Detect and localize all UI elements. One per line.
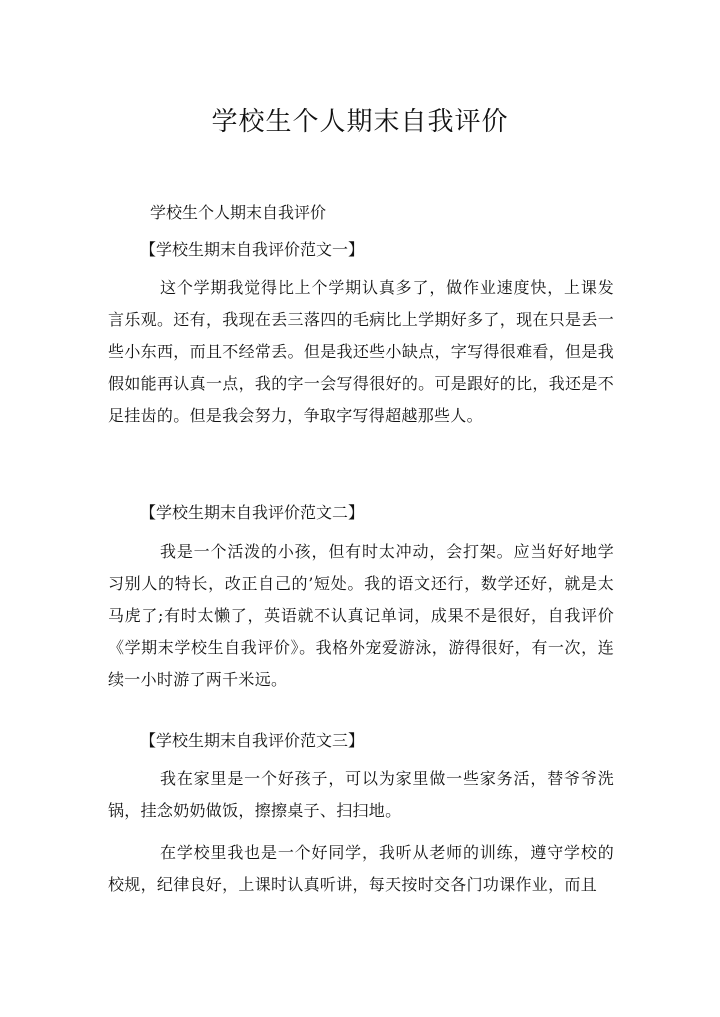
document-subtitle: 学校生个人期末自我评价 [150,203,327,222]
section-3-paragraph-1: 我在家里是一个好孩子，可以为家里做一些家务活，替爷爷洗锅，挂念奶奶做饭，擦擦桌子、扫扫地。 [108,769,614,820]
section-heading-1: 【学校生期末自我评价范文一】 [140,240,365,259]
section-heading-2: 【学校生期末自我评价范文二】 [140,503,365,522]
section-2-paragraph: 我是一个活泼的小孩，但有时太冲动，会打架。应当好好地学习别人的特长，改正自己的’短处。我的语文还行，数学还好，就是太马虎了;有时太懒了，英语就不认真记单词，成果不是很好，自我评价《学期末学校生自我评价》。我格外宠爱游泳，游得很好，有一次，连续一小时游了两千米远。 [108,542,614,689]
section-3-paragraph-2: 在学校里我也是一个好同学，我听从老师的训练，遵守学校的校规，纪律良好，上课时认真听讲，每天按时交各门功课作业，而且 [108,843,614,894]
page-title: 学校生个人期末自我评价 [211,107,509,137]
section-heading-3: 【学校生期末自我评价范文三】 [140,731,365,750]
section-1-paragraph: 这个学期我觉得比上个学期认真多了，做作业速度快，上课发言乐观。还有，我现在丢三落四的毛病比上学期好多了，现在只是丢一些小东西，而且不经常丢。但是我还些小缺点，字写得很难看，但是我假如能再认真一点，我的字一会写得很好的。可是跟好的比，我还是不足挂齿的。但是我会努力，争取字写得超越那些人。 [108,278,614,425]
